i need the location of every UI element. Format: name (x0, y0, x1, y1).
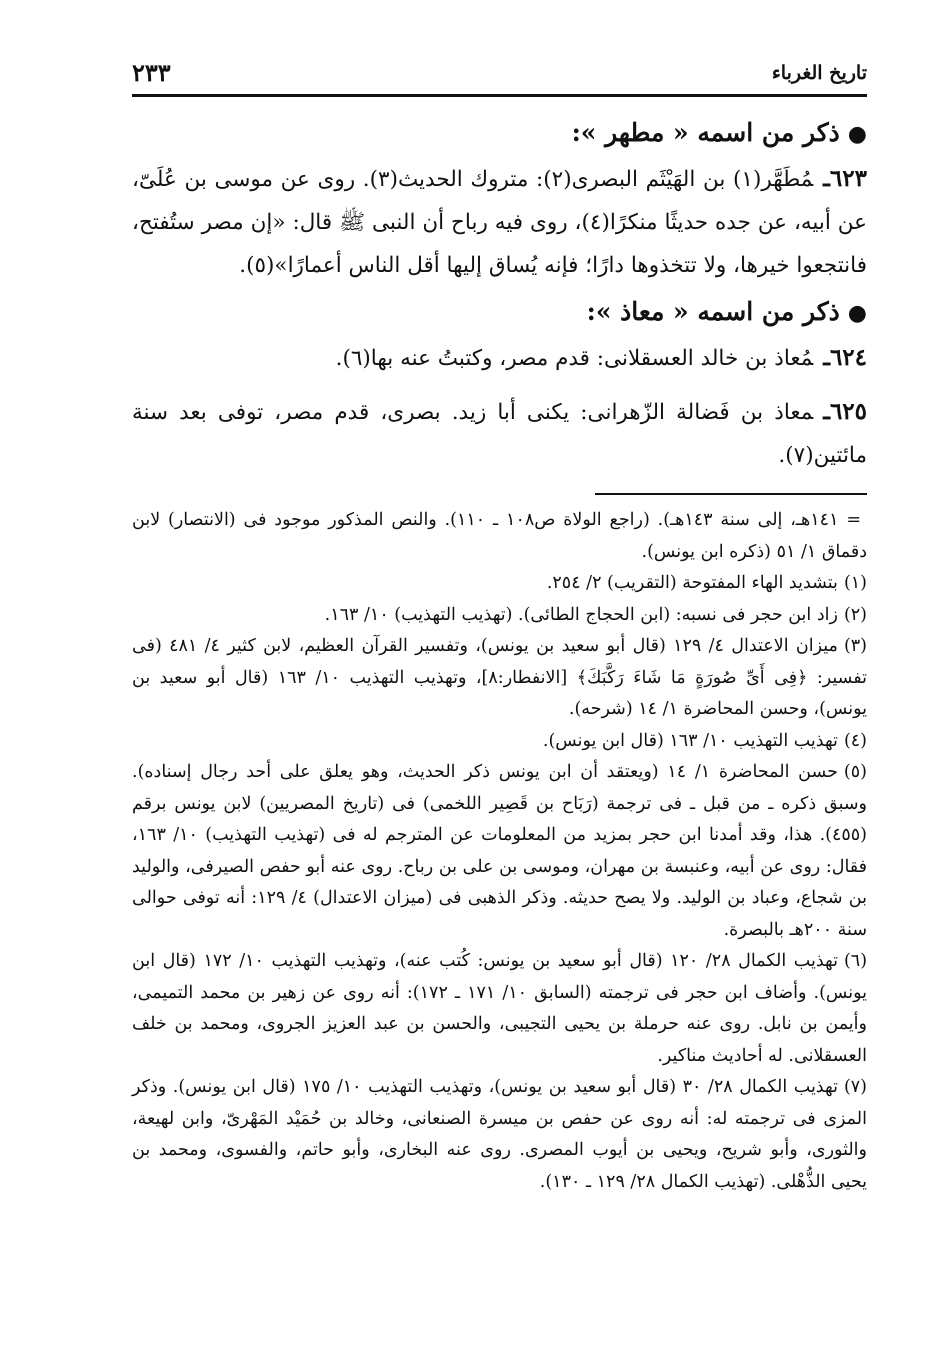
footnote-text: حسن المحاضرة ١/ ١٤ (ويعتقد أن ابن يونس ذكر الحديث، وهو يعلق على أحد رجال إسناده). وسبق ذكره ـ من قبل ـ فى ترجمة (رَبَاح بن قَصِير اللخمى) فى (تاريخ المصريين) لابن يونس برقم (٤٥٥). هذا، وقد أمدنا ابن حجر بمزيد من المعلومات عن المترجم له فى (تهذيب التهذيب) ١٠/ ١٦٣، فقال: روى عن أبيه، وعنبسة بن مهران، وموسى بن على بن رباح. روى عنه أبو حفص الصيرفى، والوليد بن شجاع، وعباد بن الوليد. ولا يصح حديثه. وذكر الذهبى فى (ميزان الاعتدال) ٤/ ١٢٩: أنه توفى حوالى سنة ٢٠٠هـ بالبصرة. (132, 762, 868, 940)
biography-entry (132, 390, 867, 477)
section-heading-text: ذكر من اسمه « مطهر »: (571, 118, 840, 147)
biography-entry (132, 157, 867, 287)
footnote (132, 600, 867, 632)
footnote-text: زاد ابن حجر فى نسبه: (ابن الحجاج الطائى). (تهذيب التهذيب) ١٠/ ١٦٣. (324, 604, 838, 625)
book-title: تاريخ الغرباء (771, 62, 867, 84)
section-heading-text: ذكر من اسمه « معاذ »: (586, 297, 840, 326)
footnote (132, 726, 867, 758)
entry-number: ٦٢٥ـ (823, 398, 867, 425)
footnote-divider (595, 493, 867, 495)
entry-number: ٦٢٤ـ (823, 344, 867, 371)
footnote (132, 568, 867, 600)
footnote-number: (٤) (843, 730, 867, 751)
footnote-text: تهذيب التهذيب ١٠/ ١٦٣ (قال ابن يونس). (542, 730, 838, 751)
footnote-number: (٣) (843, 636, 867, 656)
entry-text: مُعاذ بن خالد العسقلانى: قدم مصر، وكتبتُ عنه بها(٦). (335, 346, 814, 371)
section-heading (132, 297, 867, 326)
footnote-number: (٢) (843, 604, 867, 625)
footnote-number: (٧) (843, 1077, 867, 1097)
footnote-text: تهذيب الكمال ٢٨/ ٣٠ (قال أبو سعيد بن يونس)، وتهذيب التهذيب ١٠/ ١٧٥ (قال ابن يونس). وذكر المزى فى ترجمته له: أنه روى عن حفص بن ميسرة الصنعانى، وخالد بن حُمَيْد المَهْرىّ، وابن لهيعة، والثورى، وأبو شريح، ويحيى بن أيوب المصرى. روى عنه البخارى، وأبو حاتم، والفسوى، ومحمد بن يحيى الذُّهْلى. (تهذيب الكمال ٢٨/ ١٢٩ ـ ١٣٠). (132, 1077, 867, 1192)
footnote (132, 757, 867, 946)
main-text (132, 112, 867, 487)
footnote-number: (٥) (843, 762, 867, 782)
footnote-text: بتشديد الهاء المفتوحة (التقريب) ٢/ ٢٥٤. (546, 573, 838, 593)
footnote-number: (١) (843, 573, 867, 593)
footnote-text: ميزان الاعتدال ٤/ ١٢٩ (قال أبو سعيد بن يونس)، وتفسير القرآن العظيم، لابن كثير ٤/ ٤٨١ (فى تفسير: ﴿فِى أَىِّ صُورَةٍ مَا شَاءَ رَكَّبَكَ﴾ [الانفطار:٨]، وتهذيب التهذيب ١٠/ ١٦٣ (قال أبو سعيد بن يونس)، وحسن المحاضرة ١/ ١٤ (شرحه). (132, 636, 867, 719)
footnote-text: تهذيب الكمال ٢٨/ ١٢٠ (قال أبو سعيد بن يونس: كُتب عنه)، وتهذيب التهذيب ١٠/ ١٧٢ (قال ابن يونس). وأضاف ابن حجر فى ترجمته (السابق ١٠/ ١٧١ ـ ١٧٢): أنه روى عن زهير بن محمد التميمى، وأيمن بن نابل. روى عنه حرملة بن يحيى التجيبى، والحسن بن عبد العزيز الجروى، ومحمد بن خلف العسقلانى. له أحاديث مناكير. (132, 951, 867, 1066)
page-header (132, 58, 867, 97)
bullet-icon: ● (847, 300, 867, 326)
footnotes (132, 505, 867, 1198)
entry-number: ٦٢٣ـ (823, 165, 867, 192)
biography-entry (132, 336, 867, 380)
footnote (132, 946, 867, 1072)
footnote (132, 631, 867, 726)
bullet-icon: ● (847, 121, 867, 147)
page-number: ٢٣٣ (132, 58, 171, 87)
footnote (132, 505, 867, 568)
footnote-text: = ١٤١هـ، إلى سنة ١٤٣هـ). (راجع الولاة ص١٠٨ ـ ١١٠). والنص المذكور موجود فى (الانتصار) لابن دقماق ١/ ٥١ (ذكره ابن يونس). (132, 510, 867, 562)
footnote (132, 1072, 867, 1198)
entry-text: معاذ بن فَضالة الزّهرانى: يكنى أبا زيد. بصرى، قدم مصر، توفى بعد سنة مائتين(٧). (132, 400, 867, 468)
footnote-number: (٦) (843, 951, 868, 971)
entry-text: مُطَهَّر(١) بن الهَيْثَم البصرى(٢): متروك الحديث(٣). روى عن موسى بن عُلَىّ، عن أبيه، عن جده حديثًا منكرًا(٤)، روى فيه رباح أن النبى ﷺ قال: «إن مصر ستُفتح، فانتجعوا خيرها، ولا تتخذوها دارًا؛ فإنه يُساق إليها أقل الناس أعمارًا»(٥). (132, 167, 867, 278)
section-heading (132, 118, 867, 147)
